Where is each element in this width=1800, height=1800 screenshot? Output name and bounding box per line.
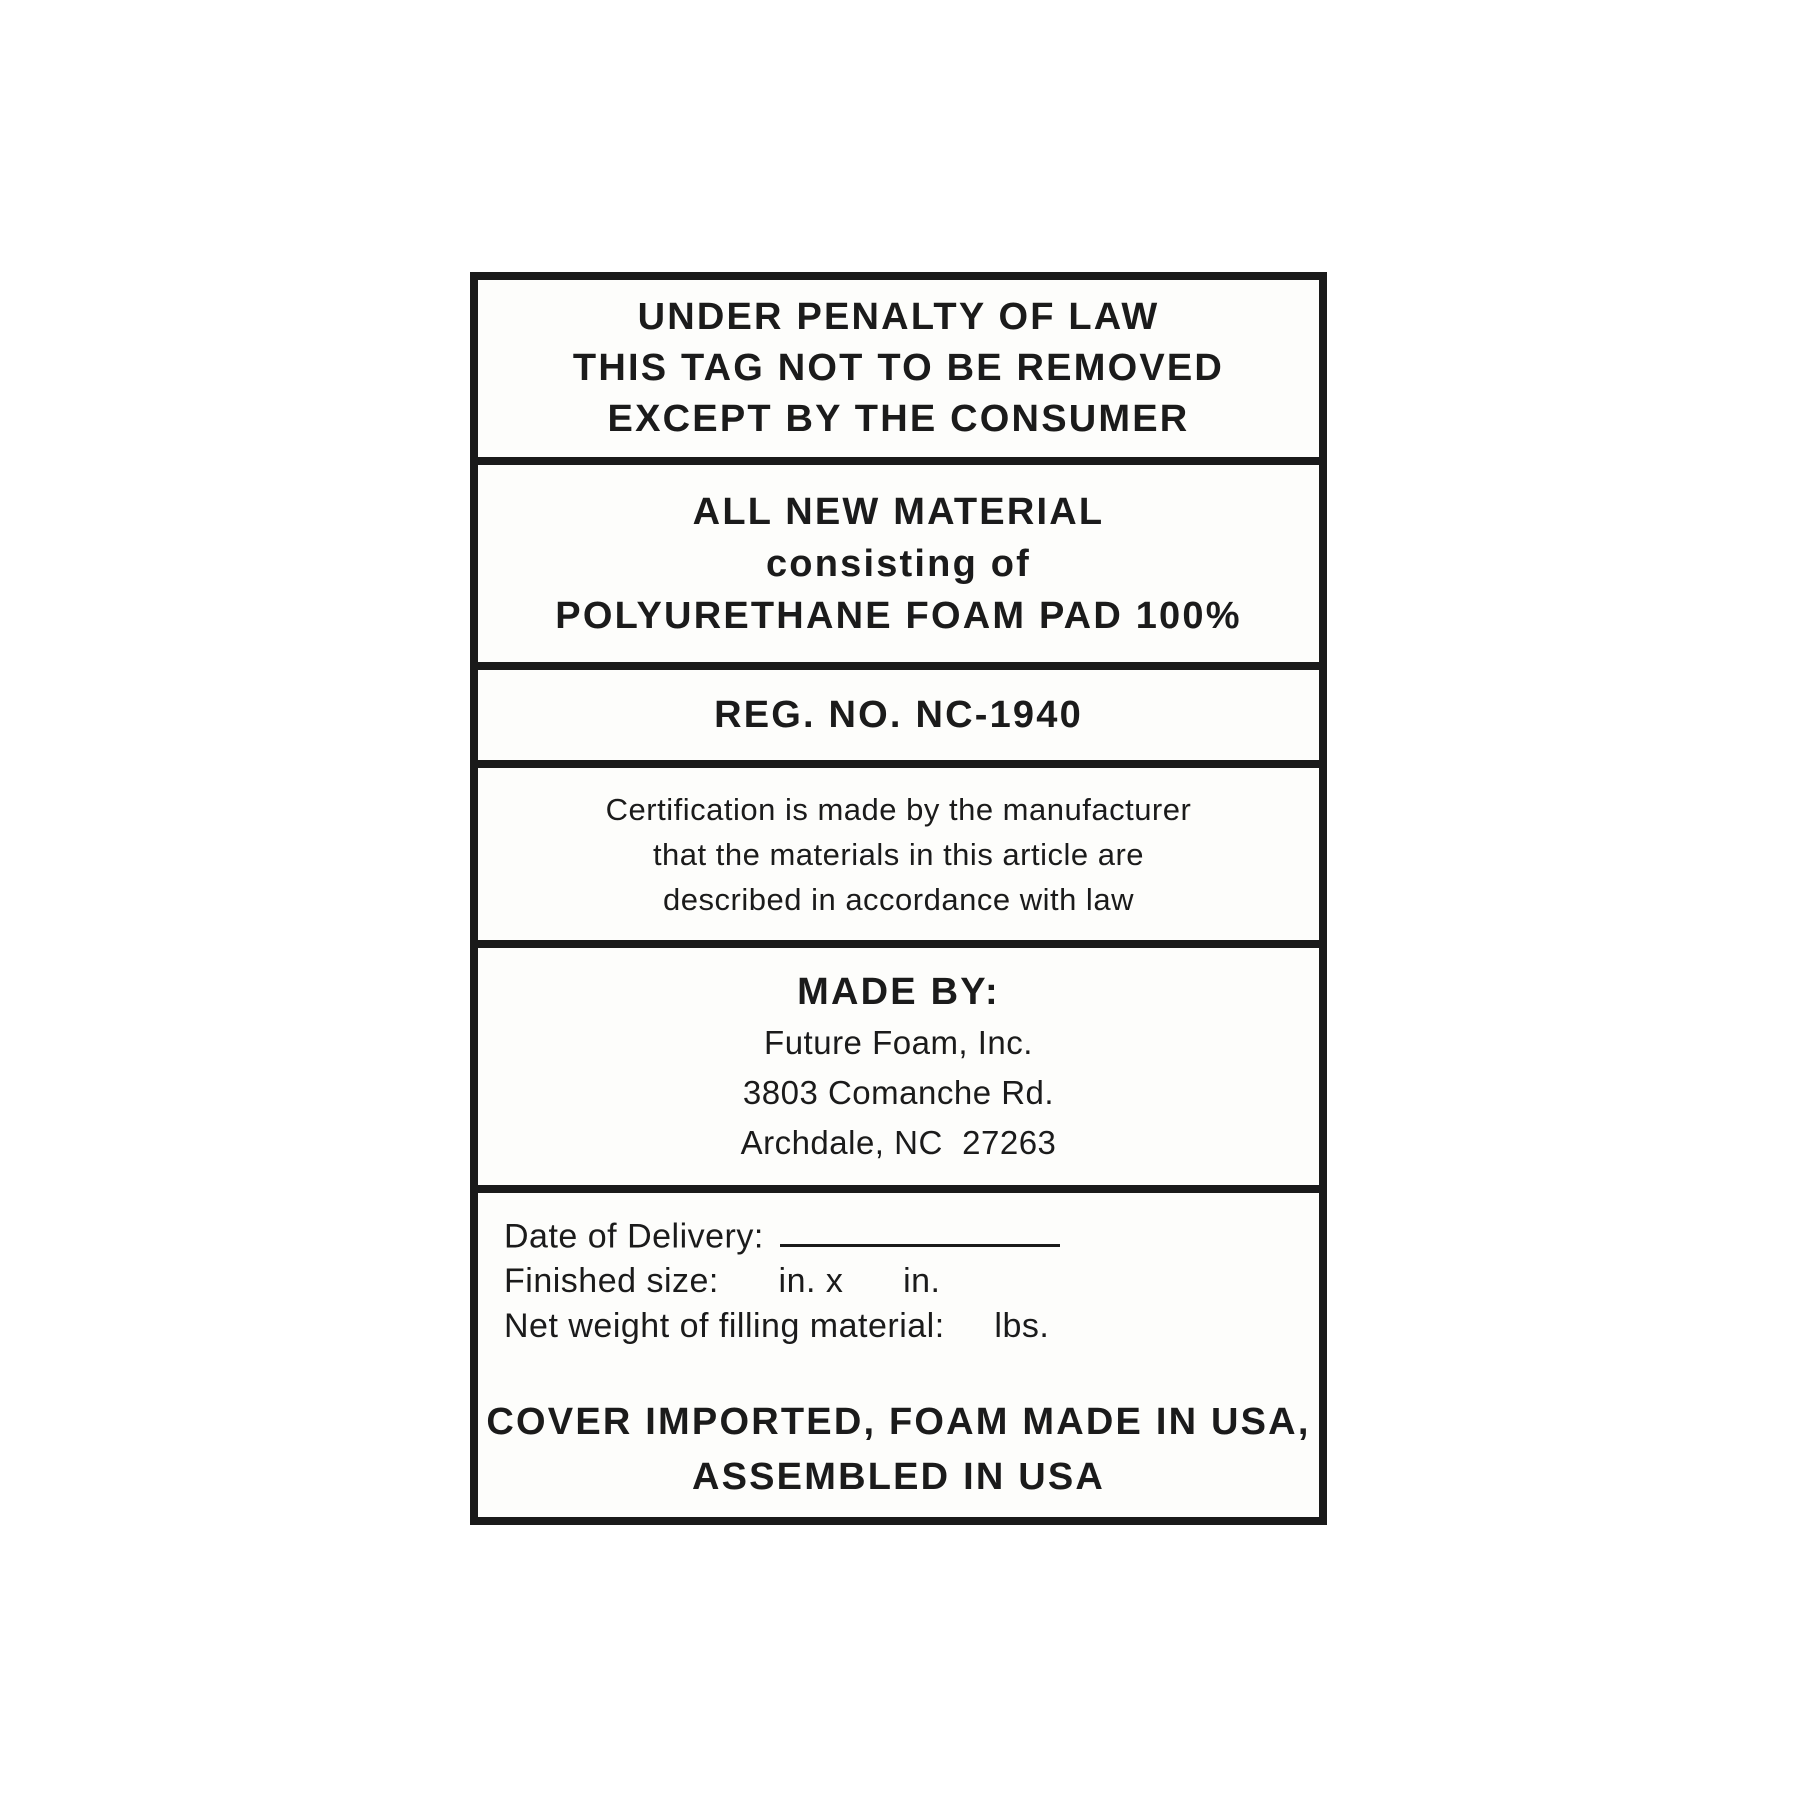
- registration-number: REG. NO. NC-1940: [714, 693, 1083, 736]
- material-line-2: consisting of: [765, 542, 1032, 585]
- certification-line-1: Certification is made by the manufacturer: [605, 791, 1192, 827]
- material-line-3: POLYURETHANE FOAM PAD 100%: [555, 594, 1242, 637]
- material-contents-section: [478, 465, 1319, 670]
- made-by-section: [478, 948, 1319, 1193]
- certification-line-2: that the materials in this article are: [652, 836, 1145, 872]
- material-line-1: ALL NEW MATERIAL: [692, 490, 1105, 533]
- net-weight-line: Net weight of filling material: lbs.: [504, 1307, 1050, 1346]
- delivery-details-section: [478, 1193, 1319, 1517]
- penalty-line-1: UNDER PENALTY OF LAW: [637, 296, 1160, 338]
- certification-section: [478, 768, 1319, 948]
- origin-statement: [478, 1395, 1319, 1505]
- manufacturer-name: Future Foam, Inc.: [764, 1023, 1033, 1061]
- finished-size-line: Finished size: in. x in.: [504, 1262, 941, 1301]
- penalty-line-3: EXCEPT BY THE CONSUMER: [607, 398, 1190, 440]
- date-of-delivery-line: [504, 1213, 1299, 1259]
- date-of-delivery-label: Date of Delivery:: [504, 1217, 764, 1256]
- registration-number-section: [478, 670, 1319, 768]
- delivery-fields: [478, 1213, 1319, 1349]
- origin-line-2: ASSEMBLED IN USA: [691, 1456, 1106, 1499]
- origin-line-1: COVER IMPORTED, FOAM MADE IN USA,: [486, 1401, 1311, 1444]
- penalty-line-2: THIS TAG NOT TO BE REMOVED: [572, 347, 1225, 389]
- date-of-delivery-blank: [780, 1213, 1060, 1247]
- manufacturer-street: 3803 Comanche Rd.: [742, 1073, 1055, 1111]
- law-label-tag: [470, 272, 1327, 1525]
- made-by-heading: MADE BY:: [797, 970, 1000, 1013]
- manufacturer-city-state-zip: Archdale, NC 27263: [740, 1123, 1057, 1161]
- penalty-notice-section: [478, 280, 1319, 465]
- certification-line-3: described in accordance with law: [663, 881, 1134, 917]
